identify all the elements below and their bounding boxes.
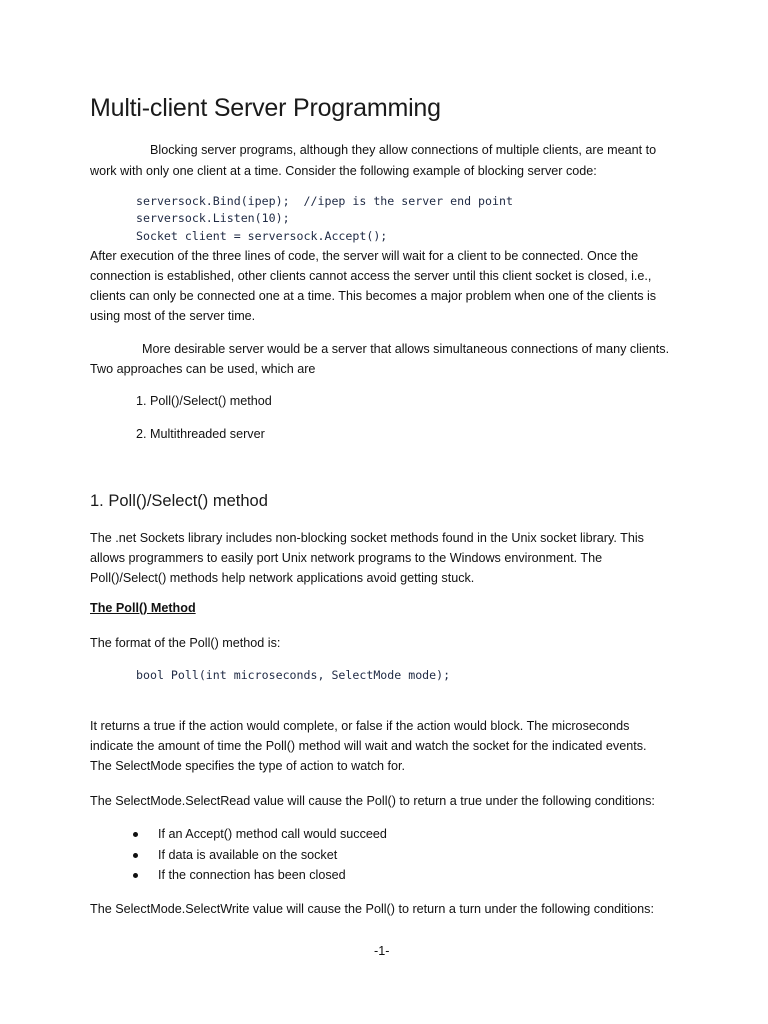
intro-line-2: work with only one client at a time. Consider the following example of blocking server code:	[90, 164, 597, 178]
para3-line-2: Two approaches can be used, which are	[90, 362, 316, 376]
code-line-2: serversock.Listen(10);	[136, 211, 290, 225]
page-number: -1-	[374, 944, 390, 958]
poll-method-heading: The Poll() Method	[90, 601, 196, 615]
para2-line-2: connection is established, other clients cannot access the server until this client socket is closed, i.e.,	[90, 269, 652, 283]
section-heading: 1. Poll()/Select() method	[90, 492, 268, 510]
list-item: If data is available on the socket	[133, 845, 387, 866]
returns-line-1: It returns a true if the action would complete, or false if the action would block. The microseconds	[90, 719, 630, 733]
para3-line-1: More desirable server would be a server that allows simultaneous connections of many clients.	[142, 342, 670, 356]
section-p1-line-3: Poll()/Select() methods help network applications avoid getting stuck.	[90, 571, 475, 585]
intro-line-1: Blocking server programs, although they allow connections of multiple clients, are meant to	[150, 143, 657, 157]
approach-item-2: 2. Multithreaded server	[136, 427, 265, 441]
list-item: If the connection has been closed	[133, 865, 387, 886]
code-line-1	[136, 193, 513, 211]
bullet-icon	[133, 832, 138, 837]
section-p1-line-2: allows programmers to easily port Unix network programs to the Windows environment. The	[90, 551, 603, 565]
condition-list	[133, 824, 387, 886]
selectwrite-intro: The SelectMode.SelectWrite value will cause the Poll() to return a turn under the following conditions:	[90, 902, 654, 916]
code-comment: //ipep is the server end point	[303, 194, 513, 208]
poll-format-text: The format of the Poll() method is:	[90, 636, 281, 650]
section-p1-line-1: The .net Sockets library includes non-blocking socket methods found in the Unix socket library. This	[90, 531, 644, 545]
list-item: If an Accept() method call would succeed	[133, 824, 387, 845]
bullet-icon	[133, 873, 138, 878]
approach-item-1: 1. Poll()/Select() method	[136, 394, 272, 408]
bullet-icon	[133, 853, 138, 858]
returns-line-2: indicate the amount of time the Poll() method will wait and watch the socket for the indicated events.	[90, 739, 647, 753]
returns-line-3: The SelectMode specifies the type of action to watch for.	[90, 759, 406, 773]
page-title: Multi-client Server Programming	[90, 94, 441, 122]
para2-line-4: using most of the server time.	[90, 309, 256, 323]
poll-signature-code: bool Poll(int microseconds, SelectMode mode);	[136, 668, 451, 682]
selectread-intro: The SelectMode.SelectRead value will cause the Poll() to return a true under the following conditions:	[90, 794, 655, 808]
code-line-3: Socket client = serversock.Accept();	[136, 229, 388, 243]
para2-line-3: clients can only be connected one at a time. This becomes a major problem when one of the clients is	[90, 289, 657, 303]
para2-line-1: After execution of the three lines of code, the server will wait for a client to be connected. Once the	[90, 249, 639, 263]
code-bind-call: serversock.Bind(ipep);	[136, 194, 290, 208]
